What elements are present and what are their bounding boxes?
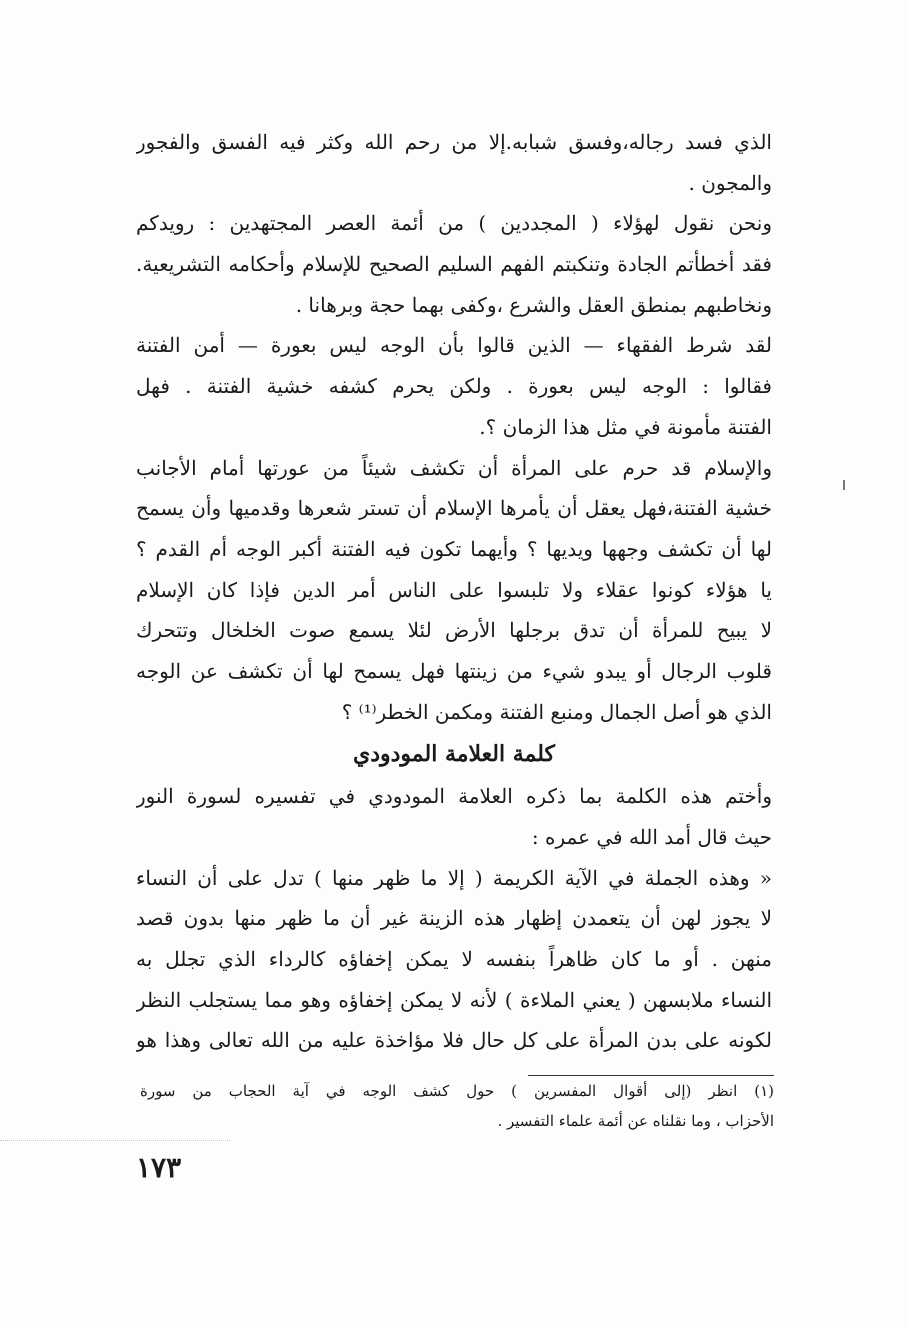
text-line: « وهذه الجملة في الآية الكريمة ( إلا ما ظهر منها ) تدل على أن النساء [136,865,772,890]
text-line: لكونه على بدن المرأة على كل حال فلا مؤاخذة عليه من الله تعالى وهذا هو [136,1028,772,1053]
footnotes [140,1076,774,1136]
text-line: يا هؤلاء كونوا عقلاء ولا تلبسوا على الناس أمر الدين فإذا كان الإسلام [136,577,772,602]
text-line: فقالوا : الوجه ليس بعورة . ولكن يحرم كشفه خشية الفتنة . فهل [136,374,772,399]
body-text [136,122,772,1061]
text-line: ونحن نقول لهؤلاء ( المجددين ) من أئمة العصر المجتهدين : رويدكم [136,211,772,236]
footnote-line: (١) انظر (إلى أقوال المفسرين ) حول كشف الوجه في آية الحجاب من سورة [140,1082,774,1100]
page-number: ١٧٣ [136,1151,182,1184]
text-line: الذي فسد رجاله،وفسق شبابه.إلا من رحم الله وكثر فيه الفسق والفجور [136,130,772,154]
text-line: الذي هو أصل الجمال ومنبع الفتنة ومكمن الخطر⁽¹⁾ ؟ [341,699,772,724]
text-line: حيث قال أمد الله في عمره : [531,825,772,849]
text-line: وأختم هذه الكلمة بما ذكره العلامة المودودي في تفسيره لسورة النور [136,784,772,809]
text-line: لها أن تكشف وجهها ويديها ؟ وأيهما تكون فيه الفتنة أكبر الوجه أم القدم ؟ [136,536,772,561]
text-line: فقد أخطأتم الجادة وتنكبتم الفهم السليم الصحيح للإسلام وأحكامه التشريعية. [136,252,772,277]
text-line: خشية الفتنة،فهل يعقل أن يأمرها الإسلام أن تستر شعرها وقدميها وأن يسمح [136,496,772,521]
text-line: لا يبيح للمرأة أن تدق برجلها الأرض لئلا يسمع صوت الخلخال وتتحرك [136,618,772,643]
text-line: قلوب الرجال أو يبدو شيء من زينتها فهل يسمح لها أن تكشف عن الوجه [136,658,772,683]
text-line: منهن . أو ما كان ظاهراً بنفسه لا يمكن إخفاؤه كالرداء الذي تجلل به [136,947,772,972]
text-line: لا يجوز لهن أن يتعمدن إظهار هذه الزينة غير أن ما ظهر منها بدون قصد [136,906,772,931]
section-heading: كلمة العلامة المودودي [352,741,556,768]
text-line: الفتنة مأمونة في مثل هذا الزمان ؟. [479,414,772,439]
text-line: ونخاطبهم بمنطق العقل والشرع ،وكفى بهما حجة وبرهانا . [295,292,772,317]
text-line: والإسلام قد حرم على المرأة أن تكشف شيئاً من عورتها أمام الأجانب [136,455,772,480]
scan-artifact [0,1140,230,1141]
footnote-line: الأحزاب ، وما نقلناه عن أئمة علماء التفسير . [497,1112,774,1130]
margin-mark [843,480,845,490]
text-line: النساء ملابسهن ( يعني الملاءة ) لأنه لا يمكن إخفاؤه وهو مما يستجلب النظر [136,987,772,1012]
text-line: والمجون . [688,170,772,195]
text-line: لقد شرط الفقهاء — الذين قالوا بأن الوجه ليس بعورة — أمن الفتنة [136,333,772,358]
